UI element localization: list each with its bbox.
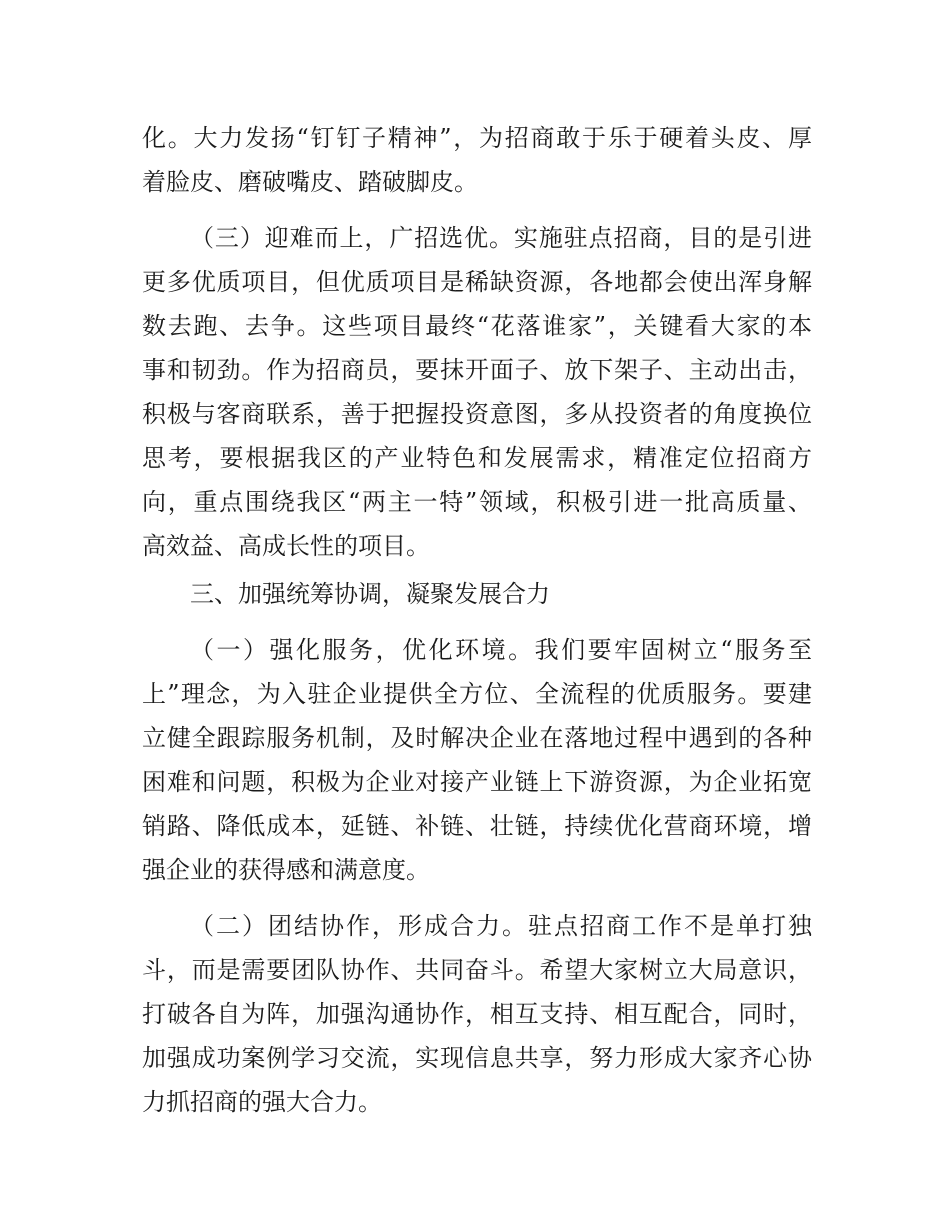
paragraph-line: 困难和问题，积极为企业对接产业链上下游资源，为企业拓宽	[142, 768, 812, 796]
section-heading-line: （三）迎难而上，广招选优。实施驻点招商，目的是引进	[190, 224, 812, 252]
section-title: 三、加强统筹协调，凝聚发展合力	[190, 580, 550, 608]
paragraph-line: 向，重点围绕我区“两主一特”领域，积极引进一批高质量、	[142, 488, 812, 516]
paragraph-line: 力抓招商的强大合力。	[142, 1088, 382, 1116]
section-heading-line: （一）强化服务，优化环境。我们要牢固树立“服务至	[190, 636, 812, 664]
paragraph-line: 立健全跟踪服务机制，及时解决企业在落地过程中遇到的各种	[142, 724, 812, 752]
paragraph-line: 上”理念，为入驻企业提供全方位、全流程的优质服务。要建	[142, 680, 812, 708]
paragraph-line: 更多优质项目，但优质项目是稀缺资源，各地都会使出浑身解	[142, 268, 812, 296]
paragraph-line: 思考，要根据我区的产业特色和发展需求，精准定位招商方	[142, 444, 812, 472]
paragraph-line: 积极与客商联系，善于把握投资意图，多从投资者的角度换位	[142, 400, 812, 428]
paragraph-line: 数去跑、去争。这些项目最终“花落谁家”，关键看大家的本	[142, 312, 812, 340]
paragraph-line: 高效益、高成长性的项目。	[142, 532, 430, 560]
paragraph-line: 强企业的获得感和满意度。	[142, 856, 430, 884]
paragraph-line: 化。大力发扬“钉钉子精神”，为招商敢于乐于硬着头皮、厚	[142, 124, 812, 152]
paragraph-line: 事和韧劲。作为招商员，要抹开面子、放下架子、主动出击，	[142, 356, 812, 384]
paragraph-line: 斗，而是需要团队协作、共同奋斗。希望大家树立大局意识，	[142, 956, 812, 984]
paragraph-line: 着脸皮、磨破嘴皮、踏破脚皮。	[142, 168, 478, 196]
paragraph-line: 打破各自为阵，加强沟通协作，相互支持、相互配合，同时，	[142, 1000, 812, 1028]
paragraph-line: 加强成功案例学习交流，实现信息共享，努力形成大家齐心协	[142, 1044, 812, 1072]
section-heading-line: （二）团结协作，形成合力。驻点招商工作不是单打独	[190, 912, 812, 940]
paragraph-line: 销路、降低成本，延链、补链、壮链，持续优化营商环境，增	[142, 812, 812, 840]
